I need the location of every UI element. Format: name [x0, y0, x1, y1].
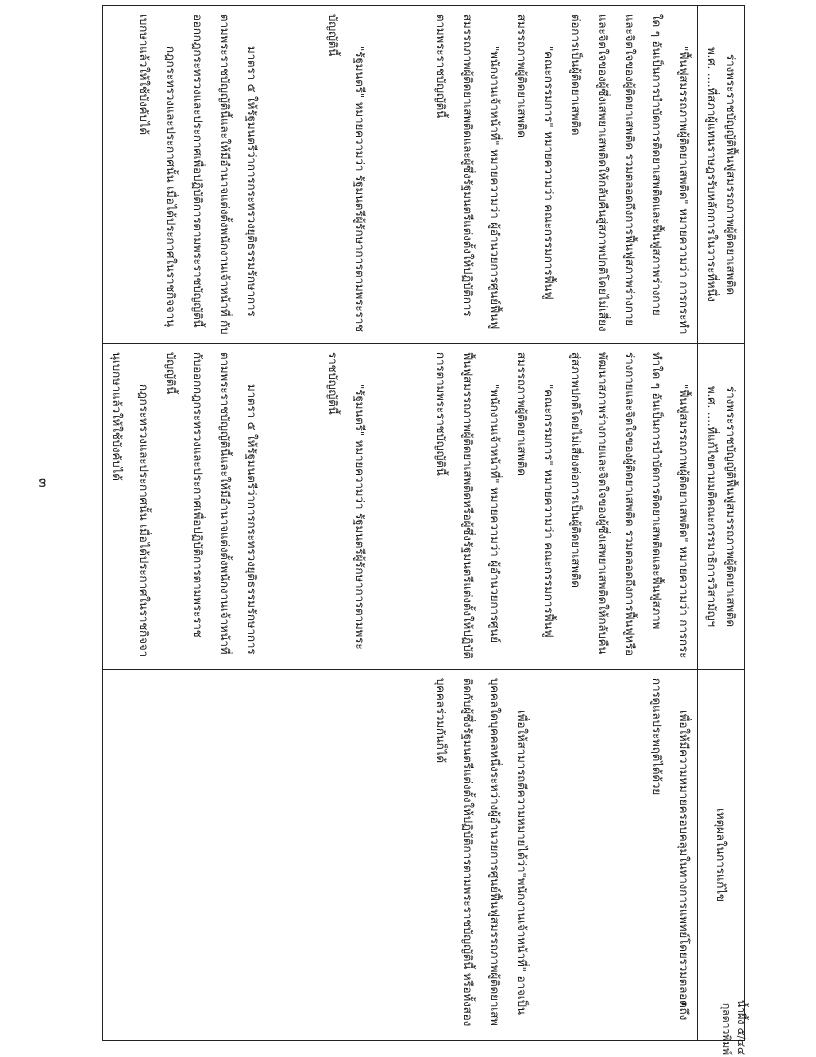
- definition-minister: "รัฐมนตรี" หมายความว่า รัฐมนตรีผู้รักษาการตามพระราชบัญญัตินี้: [326, 352, 367, 650]
- page-number: ๓: [35, 478, 51, 488]
- header-amended-draft: ร่างพระราชบัญญัติฟื้นฟูสมรรถภาพผู้ติดยาเสพติด พ.ศ. ....ที่แก้ไขตามมติคณะกรรมาธิการวิสามัญฯ: [698, 344, 745, 670]
- definition-rehabilitation: "ฟื้นฟูสมรรถภาพผู้ติดยาเสพติด" หมายความว่า การกระทำใด ๆ อันเป็นการบำบัดการติดยาเสพติดและฟื้นฟูสภาพร่างกายและจิตใจของผู้ติดยาเสพติด รวมตลอดถึงการฟื้นฟูหรือพัฒนาสภาพร่างกายและจิตใจของผู้ซึ่งเสพยาเสพติดให้กลับคืนสู่สภาพปกติโดยไม่เสี่ยงต่อการเป็นผู้ติดยาเสพติด: [569, 352, 691, 659]
- reason-rehabilitation: เพื่อให้มีความหมายครอบคลุมในทางการแพทย์โดยรวมตลอดถึงการดูแลประพฤติได้ด้วย: [650, 678, 691, 1021]
- comparison-table: [102, 5, 745, 1041]
- reasons-cell: [103, 670, 698, 1041]
- section-5-paragraph-2: กฎกระทรวงและประกาศนั้น เมื่อได้ประกาศในราชกิจจานุเบกษาแล้วให้ใช้บังคับได้: [110, 352, 151, 658]
- definition-committee: "คณะกรรมการ" หมายความว่า คณะกรรมการฟื้นฟูสมรรถภาพผู้ติดยาเสพติด: [515, 14, 556, 300]
- definition-committee: "คณะกรรมการ" หมายความว่า คณะกรรมการฟื้นฟูสมรรถภาพผู้ติดยาเสพติด: [515, 352, 556, 638]
- section-5: มาตรา ๕ ให้รัฐมนตรีว่าการกระทรวงยุติธรรมรักษาการตามพระราชบัญญัตินี้และให้มีอำนาจแต่งตั้งพนักงานเจ้าหน้าที่ กับออกกฎกระทรวงและประกาศเพื่อปฏิบัติการตามพระราชบัญญัตินี้: [164, 352, 259, 655]
- rotated-comparison-table-wrapper: [110, 5, 745, 1040]
- typist-signoff: น้ำผึ้ง ๕/๔๔ กุลดาวพิมพ์: [720, 1000, 747, 1056]
- definition-minister: "รัฐมนตรี" หมายความว่า รัฐมนตรีผู้รักษาการตามพระราชบัญญัตินี้: [326, 14, 367, 332]
- table-body-row: [103, 6, 698, 1041]
- header-original-draft: ร่างพระราชบัญญัติฟื้นฟูสมรรถภาพผู้ติดยาเสพติด พ.ศ. ....ที่สภาผู้แทนราษฎรรับหลักการในวาระที่หนึ่ง: [698, 6, 745, 344]
- original-draft-cell: [103, 6, 698, 344]
- definition-officer: "พนักงานเจ้าหน้าที่" หมายความว่า ผู้อำนวยการศูนย์ฟื้นฟูสมรรถภาพผู้ติดยาเสพติดหรือผู้ซึ่งรัฐมนตรีแต่งตั้งให้ปฏิบัติการตามพระราชบัญญัตินี้: [434, 352, 502, 660]
- table-header-row: [698, 6, 745, 1041]
- section-5-paragraph-2: กฎกระทรวงและประกาศนั้น เมื่อได้ประกาศในราชกิจจานุเบกษาแล้วให้ใช้บังคับได้: [137, 14, 178, 327]
- reason-officer: เพื่อให้สามารถตีความหมายได้ว่า"พนักงานเจ้าหน้าที่" อาจเป็นบุคคลใดบุคคลหนึ่งระหว่างผู้อำนวยการศูนย์ฟื้นฟูสมรรถภาพผู้ติดยาเสพติดกับผู้ซึ่งรัฐมนตรีแต่งตั้งให้ปฏิบัติการตามพระราชบัญญัตินี้ หรือทั้งสองบุคคลร่วมกันก็ได้: [434, 678, 529, 1027]
- amended-draft-cell: [103, 344, 698, 670]
- section-5: มาตรา ๕ ให้รัฐมนตรีว่าการกระทรวงยุติธรรมรักษาการตามพระราชบัญญัตินี้และให้มีอำนาจแต่งตั้งพนักงานเจ้าหน้าที่ กับออกกฎกระทรวงและประกาศเพื่อปฏิบัติการตามพระราชบัญญัตินี้: [191, 14, 259, 335]
- definition-rehabilitation: "ฟื้นฟูสมรรถภาพผู้ติดยาเสพติด" หมายความว่า การกระทำใด ๆ อันเป็นการบำบัดการติดยาเสพติดและฟื้นฟูสภาพร่างกายและจิตใจของผู้ติดยาเสพติด รวมตลอดถึงการฟื้นฟูสภาพร่างกายและจิตใจของผู้ซึ่งเสพยาเสพติดให้กลับคืนสู่สภาพปกติโดยไม่เสี่ยงต่อการเป็นผู้ติดยาเสพติด: [569, 14, 691, 335]
- header-reasons: เหตุผลในการแก้ไข: [698, 670, 745, 1041]
- definition-officer: "พนักงานเจ้าหน้าที่" หมายความว่า ผู้อำนวยการศูนย์ฟื้นฟูสมรรถภาพผู้ติดยาเสพติดและผู้ซึ่งรัฐมนตรีแต่งตั้งให้ปฏิบัติการตามพระราชบัญญัตินี้: [434, 14, 502, 330]
